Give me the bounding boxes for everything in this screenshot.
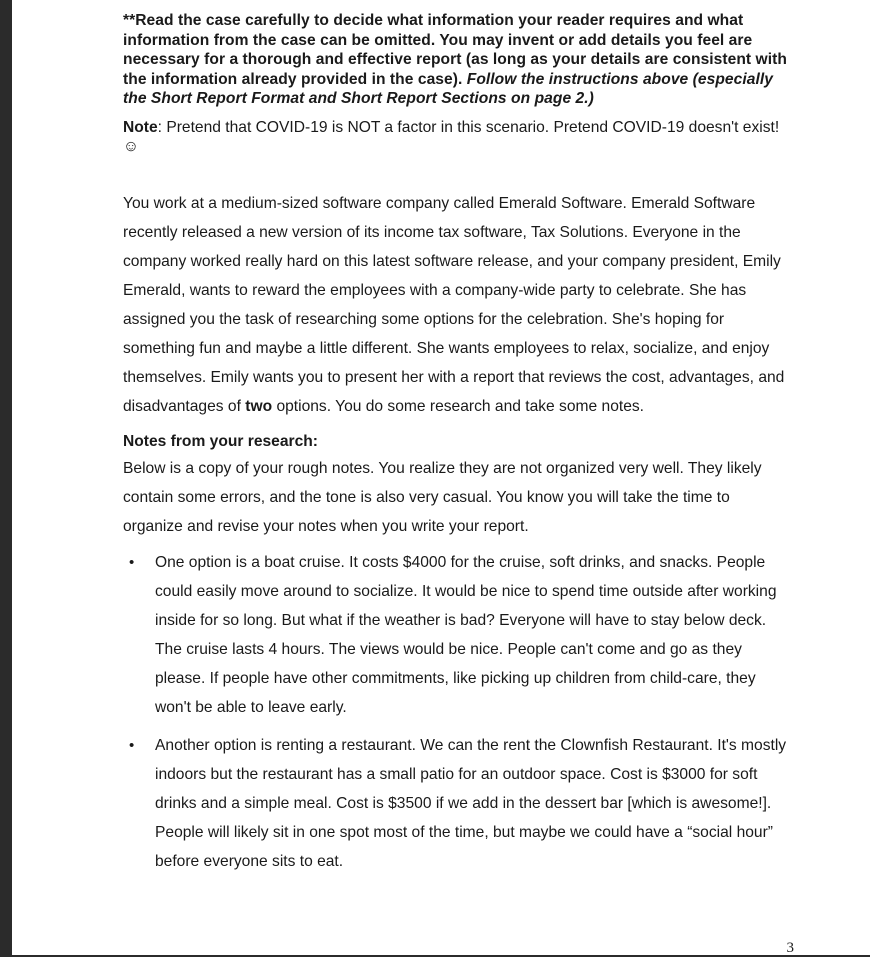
note-paragraph <box>123 118 793 157</box>
page-number: 3 <box>786 940 794 956</box>
notes-list <box>123 548 793 877</box>
list-item <box>123 548 793 723</box>
notes-heading: Notes from your research: <box>123 433 318 451</box>
instructions-paragraph <box>123 11 793 109</box>
document-page <box>12 0 870 955</box>
case-bold-word: two <box>245 398 273 416</box>
list-item-text: Another option is renting a restaurant. We can the rent the Clownfish Restaurant. It's mostly indoors but the restaurant has a small patio for an outdoor space. Cost is $3000 for soft drinks and a simple meal. Cost is $3500 if we add in the dessert bar [which is awesome!]. People will likely sit in one spot most of the time, but maybe we could have a “social hour” before everyone sits to eat. <box>155 737 787 871</box>
instructions-bold-text: **Read the case carefully to decide what information your reader requires and what information from the case can be omitted. You may invent or add details you feel are necessary for a thorough and effective report (as long as your details are consistent with the information already provided in the case). <box>123 12 787 88</box>
case-text-start: You work at a medium-sized software company called Emerald Software. Emerald Software recently released a new version of its income tax software, Tax Solutions. Everyone in the company worked really hard on this latest software release, and your company president, Emily Emerald, wants to reward the employees with a company-wide party to celebrate. She has assigned you the task of researching some options for the celebration. She's hoping for something fun and maybe a little different. She wants employees to relax, socialize, and enjoy themselves. Emily wants you to present her with a report that reviews the cost, advantages, and disadvantages of <box>123 194 785 416</box>
bullet-icon: • <box>129 553 135 571</box>
list-item <box>123 731 793 876</box>
note-text: : Pretend that COVID-19 is NOT a factor in this scenario. Pretend COVID-19 doesn't exist! ☺ <box>123 118 780 155</box>
note-label: Note <box>123 118 158 136</box>
case-text-end: options. You do some research and take some notes. <box>272 398 644 416</box>
instructions-italic-text: Follow the instructions above (especially the Short Report Format and Short Report Sections on page 2.) <box>123 70 773 107</box>
page-content <box>123 0 793 886</box>
case-paragraph <box>123 189 793 422</box>
bullet-icon: • <box>129 737 135 755</box>
list-item-text: One option is a boat cruise. It costs $4000 for the cruise, soft drinks, and snacks. People could easily move around to socialize. It would be nice to spend time outside after working inside for so long. But what if the weather is bad? Everyone will have to stay below deck. The cruise lasts 4 hours. The views would be nice. People can't come and go as they please. If people have other commitments, like picking up children from child-care, they won't be able to leave early. <box>155 553 777 716</box>
notes-intro: Below is a copy of your rough notes. You realize they are not organized very well. They likely contain some errors, and the tone is also very casual. You know you will take the time to organize and revise your notes when you write your report. <box>123 460 762 536</box>
